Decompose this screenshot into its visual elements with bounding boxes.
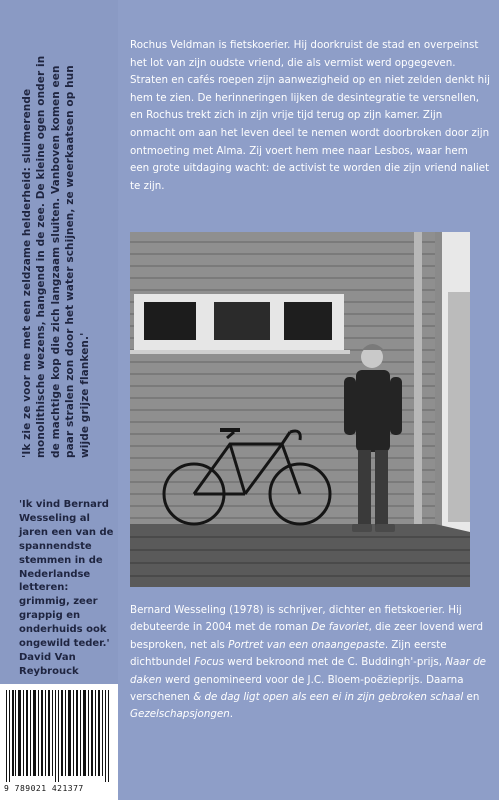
vertical-quote: 'Ik zie ze voor me met een zeldzame helderheid: sluimerende monolithische wezens, hangend in de zee. De kleine ogen onder in de machtige kop die zich langzaam sluiten. Vanboven komen een paar stralen zon door het water schijnen, ze weerkaatsen op hun wijde grijze flanken.' bbox=[21, 55, 91, 458]
bio-text: werd bekroond met de C. Buddingh'-prijs, bbox=[224, 656, 446, 669]
review-quote-author: David Van Reybrouck bbox=[19, 651, 79, 677]
isbn-number: 9 789021 421377 bbox=[4, 784, 84, 793]
barcode-graphic bbox=[0, 684, 118, 784]
bio-title-naar-de-daken: Naar de daken bbox=[130, 656, 486, 686]
review-quote-text: 'Ik vind Bernard Wesseling al jaren een van de spannendste stemmen in de Nederlandse letteren: grimmig, zeer grappig en onderhuids ook ongewild teder.' bbox=[19, 499, 114, 650]
bio-text: . Zijn eerste dichtbundel bbox=[130, 638, 447, 669]
author-photo bbox=[130, 232, 470, 587]
bio-title-portret: Portret van een onaangepaste bbox=[228, 638, 385, 651]
bio-text: en bbox=[463, 691, 480, 704]
author-photo-image bbox=[130, 232, 470, 587]
bio-text: , die zeer lovend werd besproken, net als bbox=[130, 621, 483, 651]
bio-text: Bernard Wesseling (1978) is schrijver, dichter en fietskoerier. Hij debuteerde in 2004 met de roman bbox=[130, 604, 462, 634]
barcode bbox=[0, 684, 118, 800]
bio-title-focus: Focus bbox=[194, 656, 224, 669]
blurb-text: Rochus Veldman is fietskoerier. Hij doorkruist de stad en overpeinst het lot van zijn oudste vriend, die als vermist werd opgegeven. Straten en cafés roepen zijn aanwezigheid op en niet zelden denkt hij hem te zien. De herinneringen lijken de desintegratie te versnellen, en Rochus trekt zich in zijn vrije tijd terug op zijn kamer. Zijn onmacht om aan het leven deel te nemen wordt doorbroken door zijn ontmoeting met Alma. Zij voert hem mee naar Lesbos, waar hem een grote uitdaging wacht: de activist te worden die zijn vriend naliet te zijn. bbox=[130, 39, 490, 192]
bio-title-de-dag-ligt-open: & de dag ligt open als een ei in zijn gebroken schaal bbox=[193, 691, 464, 704]
bio-title-gezelschapsjongen: Gezelschapsjongen bbox=[130, 708, 230, 721]
bio-title-de-favoriet: De favoriet bbox=[311, 621, 369, 634]
review-quote bbox=[19, 498, 114, 679]
author-bio bbox=[130, 602, 496, 724]
bio-text: werd genomineerd voor de J.C. Bloem-poëzieprijs. Daarna verschenen bbox=[130, 673, 464, 704]
bio-text: . bbox=[229, 708, 234, 721]
